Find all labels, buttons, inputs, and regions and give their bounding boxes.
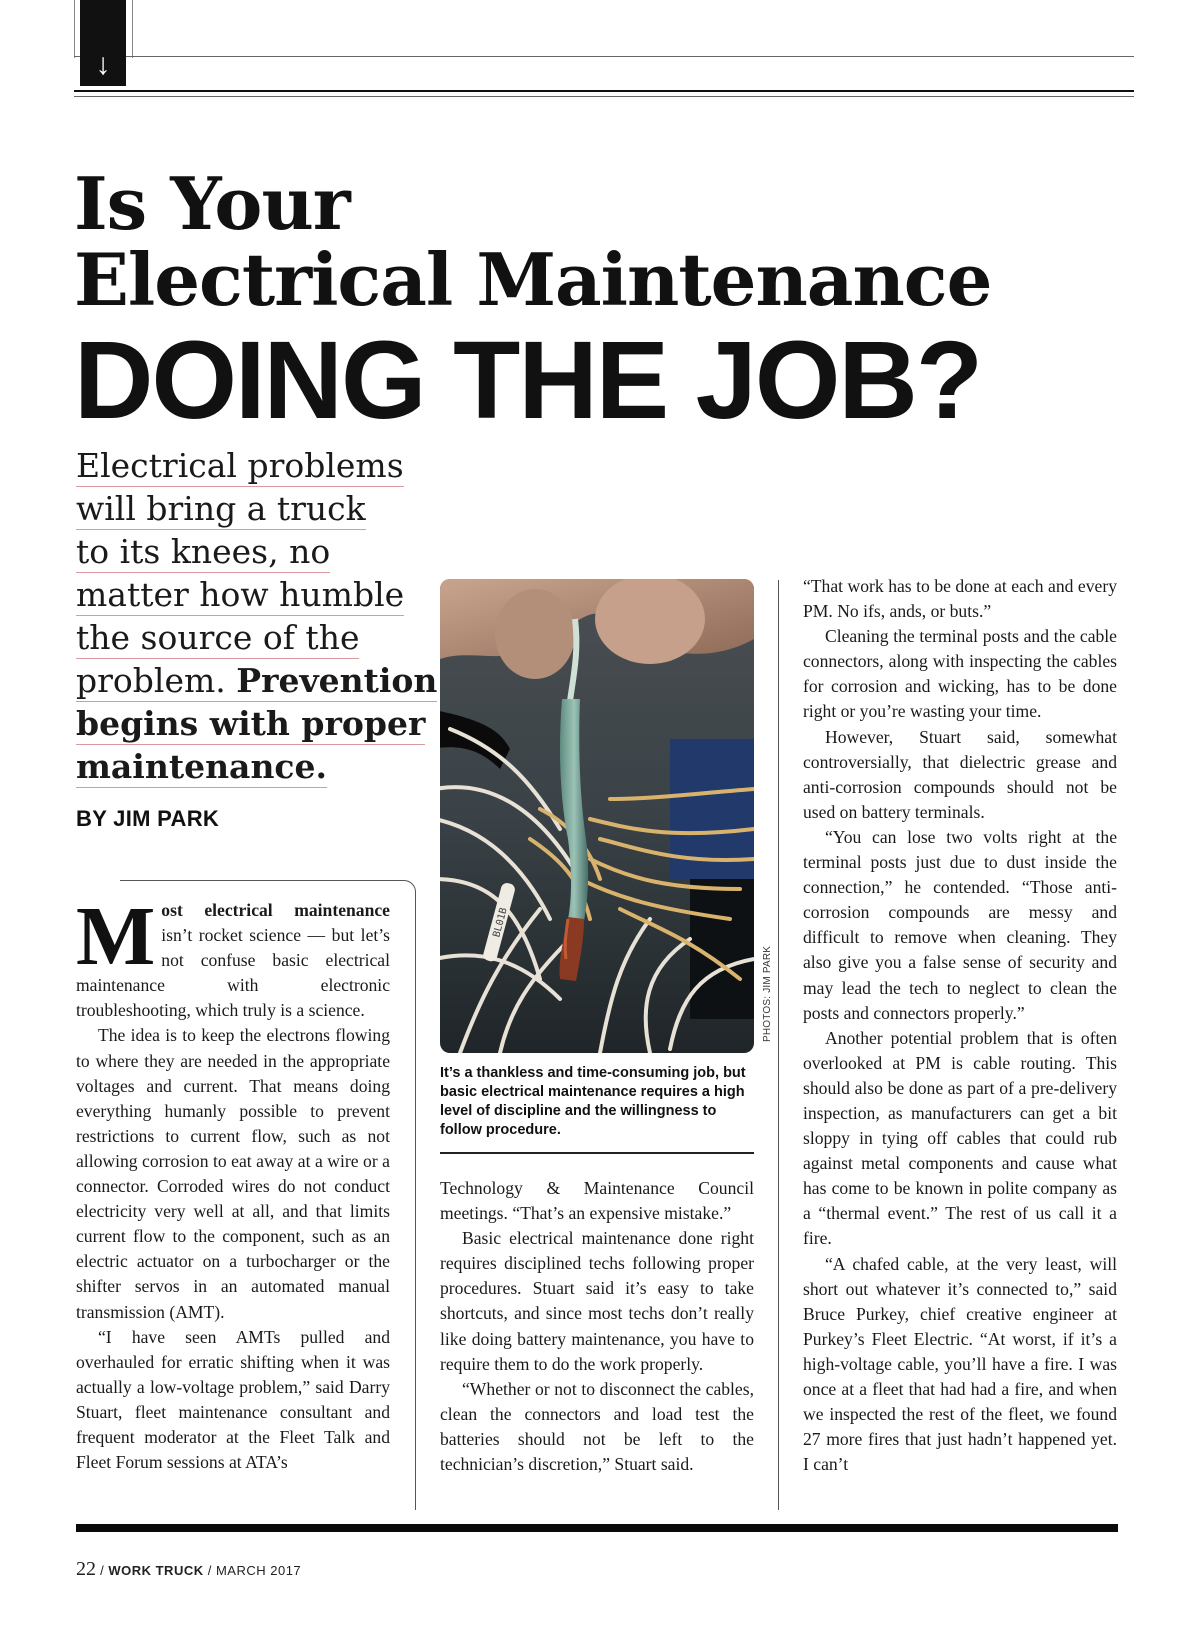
paragraph: Basic electrical maintenance done right requires disciplined techs following proper procedures. Stuart said it’s easy to take shortcuts, and since most techs don’t really like doing battery maintenance, you have to require them to do the work properly.	[440, 1228, 754, 1374]
headline-line-3: DOING THE JOB?	[74, 319, 982, 442]
body-column-2	[440, 1176, 754, 1477]
paragraph: “A chafed cable, at the very least, will short out whatever it’s connected to,” said Bruce Purkey, chief creative engineer at Purkey’s Fleet Electric. “At worst, if it’s a high-voltage cable, you’ll have a fire. I was once at a fleet that had had a fire, and when we inspected the rest of the fleet, we found 27 more fires that just hadn’t happened yet. I can’t	[803, 1253, 1117, 1475]
headline-line-1: Is Your	[74, 161, 350, 246]
issue-date: MARCH 2017	[215, 1563, 302, 1578]
paragraph: However, Stuart said, somewhat controversially, that dielectric grease and anti-corrosion compounds should not be used on battery terminals.	[803, 726, 1117, 822]
photo-caption: It’s a thankless and time-consuming job, but basic electrical maintenance requires a high level of discipline and the willingness to follow procedure.	[440, 1065, 746, 1138]
deck-line: will bring a truck	[76, 489, 366, 528]
paragraph: Another potential problem that is often overlooked at PM is cable routing. This should also be done as part of a pre-delivery inspection, as manufacturers can get a bit sloppy in tying off cables that could rub against metal components and cause what has come to be known in polite company as a “thermal event.” The rest of us call it a fire.	[803, 1027, 1117, 1249]
headline-line-2: Electrical Maintenance	[74, 237, 992, 322]
footer-separator: /	[203, 1563, 216, 1578]
paragraph-text: isn’t rocket science — but let’s not confuse basic electrical maintenance with electronic troubleshooting, which truly is a science.	[76, 925, 390, 1021]
wire-photo-illustration	[440, 579, 754, 1053]
article-photo	[440, 579, 754, 1053]
footer-bar	[76, 1524, 1118, 1532]
deck-line	[76, 661, 437, 702]
column-frame-top	[120, 880, 403, 881]
deck-bold-text: begins with proper	[76, 704, 426, 743]
byline: BY JIM PARK	[76, 806, 220, 831]
body-column-3	[803, 574, 1117, 1477]
paragraph: Cleaning the terminal posts and the cable connectors, along with inspecting the cables for corrosion and wicking, has to be done right or you’re wasting your time.	[803, 626, 1117, 722]
deck-text: problem.	[76, 661, 226, 700]
deck-line: matter how humble	[76, 575, 405, 614]
paragraph: “You can lose two volts right at the terminal posts just due to dust inside the connection,” he contended. “Those anti-corrosion compounds are messy and difficult to remove when cleaning. They also give you a false sense of security and may lead the tech to neglect to clean the posts and connectors properly.”	[803, 826, 1117, 1023]
top-rule-thick	[74, 90, 1134, 92]
caption-rule	[440, 1152, 754, 1154]
top-rule-thin	[74, 56, 1134, 57]
top-vertical-rule-left	[74, 0, 75, 58]
paragraph: “I have seen AMTs pulled and overhauled for erratic shifting when it was actually a low-voltage problem,” said Darry Stuart, fleet maintenance consultant and frequent moderator at the Fleet Talk and Fleet Forum sessions at ATA’s	[76, 1326, 390, 1473]
deck-line	[76, 704, 425, 745]
footer-separator: /	[96, 1563, 109, 1578]
paragraph: Technology & Maintenance Council meetings. “That’s an expensive mistake.”	[440, 1178, 754, 1224]
drop-cap: M	[76, 890, 156, 983]
page-number: 22	[76, 1558, 96, 1580]
top-rule-thin-lower	[74, 96, 1134, 97]
paragraph	[76, 890, 390, 1023]
column-divider	[778, 580, 779, 1510]
section-tab[interactable]	[80, 0, 126, 86]
photo-credit: PHOTOS: JIM PARK	[762, 945, 773, 1042]
column-divider	[415, 905, 416, 1510]
column-frame-corner	[390, 880, 416, 906]
magazine-name: WORK TRUCK	[108, 1563, 204, 1578]
deck-line: to its knees, no	[76, 532, 331, 571]
top-vertical-rule-right	[132, 0, 133, 58]
paragraph: “That work has to be done at each and every PM. No ifs, ands, or buts.”	[803, 576, 1117, 622]
deck-line: Electrical problems	[76, 446, 404, 485]
lead-in: ost electrical maintenance	[161, 900, 390, 920]
deck-line	[76, 747, 327, 788]
deck-bold-text: maintenance.	[76, 747, 328, 786]
paragraph: The idea is to keep the electrons flowing to where they are needed in the appropriate voltages and current. That means doing everything humanly possible to prevent restrictions to current flow, such as not allowing corrosion to eat away at a wire or a connector. Corroded wires do not conduct electricity very well at all, and that limits current flow to the component, such as an electric actuator on a turbocharger or the shifter servos in an automated manual transmission (AMT).	[76, 1025, 390, 1322]
wire-label-text: BL01B	[491, 906, 510, 939]
page-footer	[76, 1558, 301, 1581]
deck-bold-text: Prevention	[236, 661, 438, 700]
deck	[76, 446, 438, 790]
deck-line: the source of the	[76, 618, 360, 657]
body-column-1	[76, 890, 390, 1475]
paragraph: “Whether or not to disconnect the cables, clean the connectors and load test the batteries should not be left to the technician’s discretion,” Stuart said.	[440, 1378, 754, 1475]
down-arrow-icon: ↓	[95, 48, 111, 81]
